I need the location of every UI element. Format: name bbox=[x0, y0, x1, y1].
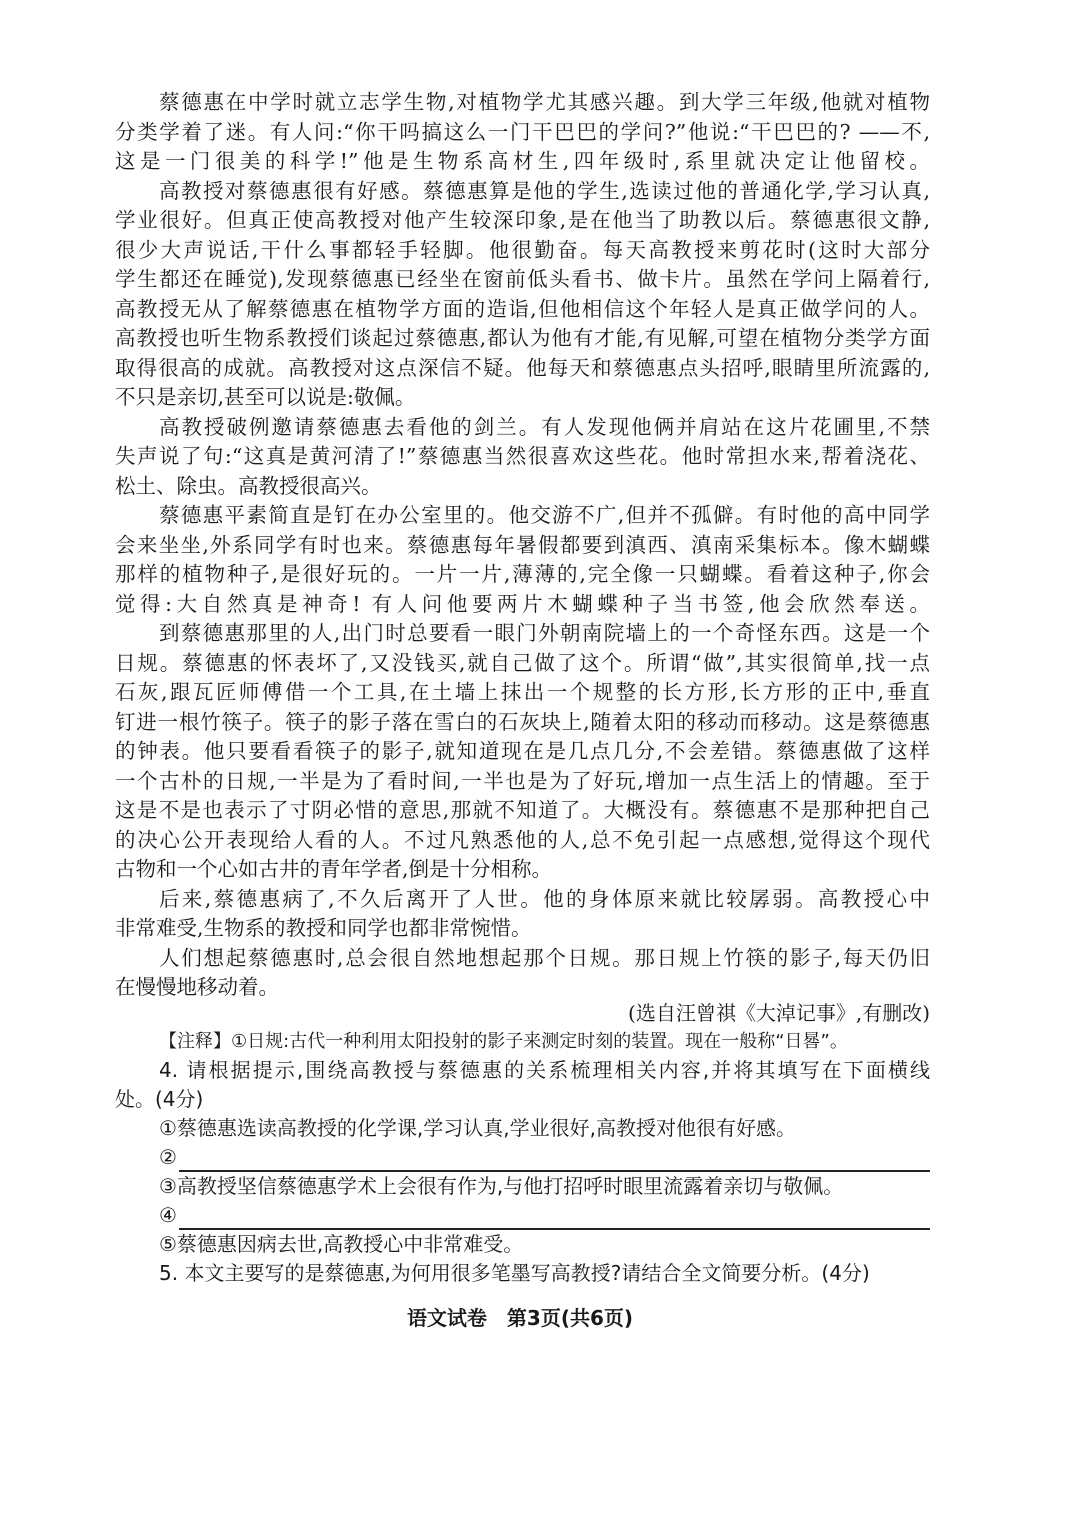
paragraph bbox=[115, 885, 930, 944]
paragraph-line: 高教授破例邀请蔡德惠去看他的剑兰。有人发现他俩并肩站在这片花圃里,不禁 bbox=[159, 414, 930, 439]
paragraph-line: 人们想起蔡德惠时,总会很自然地想起那个日规。那日规上竹筷的影子,每天仍旧 bbox=[159, 945, 930, 970]
source-citation: (选自汪曾祺《大淖记事》,有删改) bbox=[628, 1000, 930, 1025]
paragraph-line: 高教授也听生物系教授们谈起过蔡德惠,都认为他有才能,有见解,可望在植物分类学方面 bbox=[115, 326, 930, 350]
question-4-prompt-cont: 处。(4分) bbox=[115, 1086, 204, 1111]
item-2-marker: ② bbox=[159, 1144, 177, 1169]
paragraph-line: 高教授对蔡德惠很有好感。蔡德惠算是他的学生,选读过他的普通化学,学习认真, bbox=[159, 178, 930, 203]
paragraph-line: 石灰,跟瓦匠师傅借一个工具,在土墙上抹出一个规整的长方形,长方形的正中,垂直 bbox=[115, 680, 930, 704]
paragraph-line: 那样的植物种子,是很好玩的。一片一片,薄薄的,完全像一只蝴蝶。看着这种子,你会 bbox=[115, 562, 930, 586]
paragraph-line: 学生都还在睡觉),发现蔡德惠已经坐在窗前低头看书、做卡片。虽然在学问上隔着行, bbox=[115, 267, 930, 291]
paragraph-line: 很少大声说话,干什么事都轻手轻脚。他很勤奋。每天高教授来剪花时(这时大部分 bbox=[115, 237, 930, 262]
exam-page bbox=[115, 88, 930, 1288]
paragraph bbox=[115, 88, 930, 177]
paragraph bbox=[115, 413, 930, 502]
question-4-item-1: ①蔡德惠选读高教授的化学课,学习认真,学业很好,高教授对他很有好感。 bbox=[159, 1115, 797, 1140]
paragraph-line: 到蔡德惠那里的人,出门时总要看一眼门外朝南院墙上的一个奇怪东西。这是一个 bbox=[159, 621, 930, 645]
question-5: 5. 本文主要写的是蔡德惠,为何用很多笔墨写高教授?请结合全文简要分析。(4分) bbox=[159, 1260, 870, 1285]
answer-blank-2[interactable] bbox=[179, 1148, 930, 1172]
paragraph-line: 这是一门很美的科学!”他是生物系高材生,四年级时,系里就决定让他留校。 bbox=[115, 149, 930, 173]
paragraph-line: 松土、除虫。高教授很高兴。 bbox=[115, 473, 382, 498]
question-4-item-3: ③高教授坚信蔡德惠学术上会很有作为,与他打招呼时眼里流露着亲切与敬佩。 bbox=[159, 1173, 844, 1198]
paragraph bbox=[115, 177, 930, 413]
paragraph-line: 取得很高的成就。高教授对这点深信不疑。他每天和蔡德惠点头招呼,眼睛里所流露的, bbox=[115, 355, 930, 380]
paragraph-line: 日规。蔡德惠的怀表坏了,又没钱买,就自己做了这个。所谓“做”,其实很简单,找一点 bbox=[115, 650, 930, 675]
paragraph-line: 失声说了句:“这真是黄河清了!”蔡德惠当然很喜欢这些花。他时常担水来,帮着浇花、 bbox=[115, 444, 930, 468]
question-4-item-4 bbox=[115, 1201, 930, 1230]
paragraph-line: 一个古朴的日规,一半是为了看时间,一半也是为了好玩,增加一点生活上的情趣。至于 bbox=[115, 768, 930, 793]
paragraph-line: 后来,蔡德惠病了,不久后离开了人世。他的身体原来就比较孱弱。高教授心中 bbox=[159, 886, 930, 911]
paragraph-line: 的钟表。他只要看看筷子的影子,就知道现在是几点几分,不会差错。蔡德惠做了这样 bbox=[115, 739, 930, 763]
answer-blank-4[interactable] bbox=[179, 1206, 930, 1230]
question-4 bbox=[115, 1056, 930, 1259]
paragraph-line: 蔡德惠在中学时就立志学生物,对植物学尤其感兴趣。到大学三年级,他就对植物 bbox=[159, 90, 930, 114]
paragraph bbox=[115, 619, 930, 885]
question-4-item-2 bbox=[115, 1143, 930, 1172]
paragraph-line: 觉得:大自然真是神奇! 有人问他要两片木蝴蝶种子当书签,他会欣然奉送。 bbox=[115, 591, 930, 616]
paragraph-line: 古物和一个心如古井的青年学者,倒是十分相称。 bbox=[115, 857, 553, 881]
paragraph-line: 非常难受,生物系的教授和同学也都非常惋惜。 bbox=[115, 916, 532, 940]
paragraph bbox=[115, 501, 930, 619]
paragraph bbox=[115, 944, 930, 1003]
paragraph-line: 钉进一根竹筷子。筷子的影子落在雪白的石灰块上,随着太阳的移动而移动。这是蔡德惠 bbox=[115, 709, 930, 734]
paragraph-line: 的决心公开表现给人看的人。不过凡熟悉他的人,总不免引起一点感想,觉得这个现代 bbox=[115, 827, 930, 852]
paragraph-line: 不只是亲切,甚至可以说是:敬佩。 bbox=[115, 385, 416, 409]
item-4-marker: ④ bbox=[159, 1202, 177, 1227]
paragraph-line: 会来坐坐,外系同学有时也来。蔡德惠每年暑假都要到滇西、滇南采集标本。像木蝴蝶 bbox=[115, 532, 930, 557]
passage bbox=[115, 88, 930, 1003]
paragraph-line: 这是不是也表示了寸阴必惜的意思,那就不知道了。大概没有。蔡德惠不是那种把自己 bbox=[115, 798, 930, 822]
paragraph-line: 在慢慢地移动着。 bbox=[115, 975, 279, 999]
paragraph-line: 蔡德惠平素简直是钉在办公室里的。他交游不广,但并不孤僻。有时他的高中同学 bbox=[159, 503, 930, 527]
page-footer: 语文试卷 第3页(共6页) bbox=[406, 1306, 634, 1330]
paragraph-line: 高教授无从了解蔡德惠在植物学方面的造诣,但他相信这个年轻人是真正做学问的人。 bbox=[115, 296, 930, 321]
question-4-prompt: 4. 请根据提示,围绕高教授与蔡德惠的关系梳理相关内容,并将其填写在下面横线 bbox=[159, 1057, 930, 1082]
paragraph-line: 分类学着了迷。有人问:“你干吗搞这么一门干巴巴的学问?”他说:“干巴巴的? ——不, bbox=[115, 119, 930, 144]
paragraph-line: 学业很好。但真正使高教授对他产生较深印象,是在他当了助教以后。蔡德惠很文静, bbox=[115, 208, 930, 232]
question-4-item-5: ⑤蔡德惠因病去世,高教授心中非常难受。 bbox=[159, 1231, 524, 1256]
annotation-note: 【注释】①日规:古代一种利用太阳投射的影子来测定时刻的装置。现在一般称“日晷”。 bbox=[159, 1030, 848, 1052]
